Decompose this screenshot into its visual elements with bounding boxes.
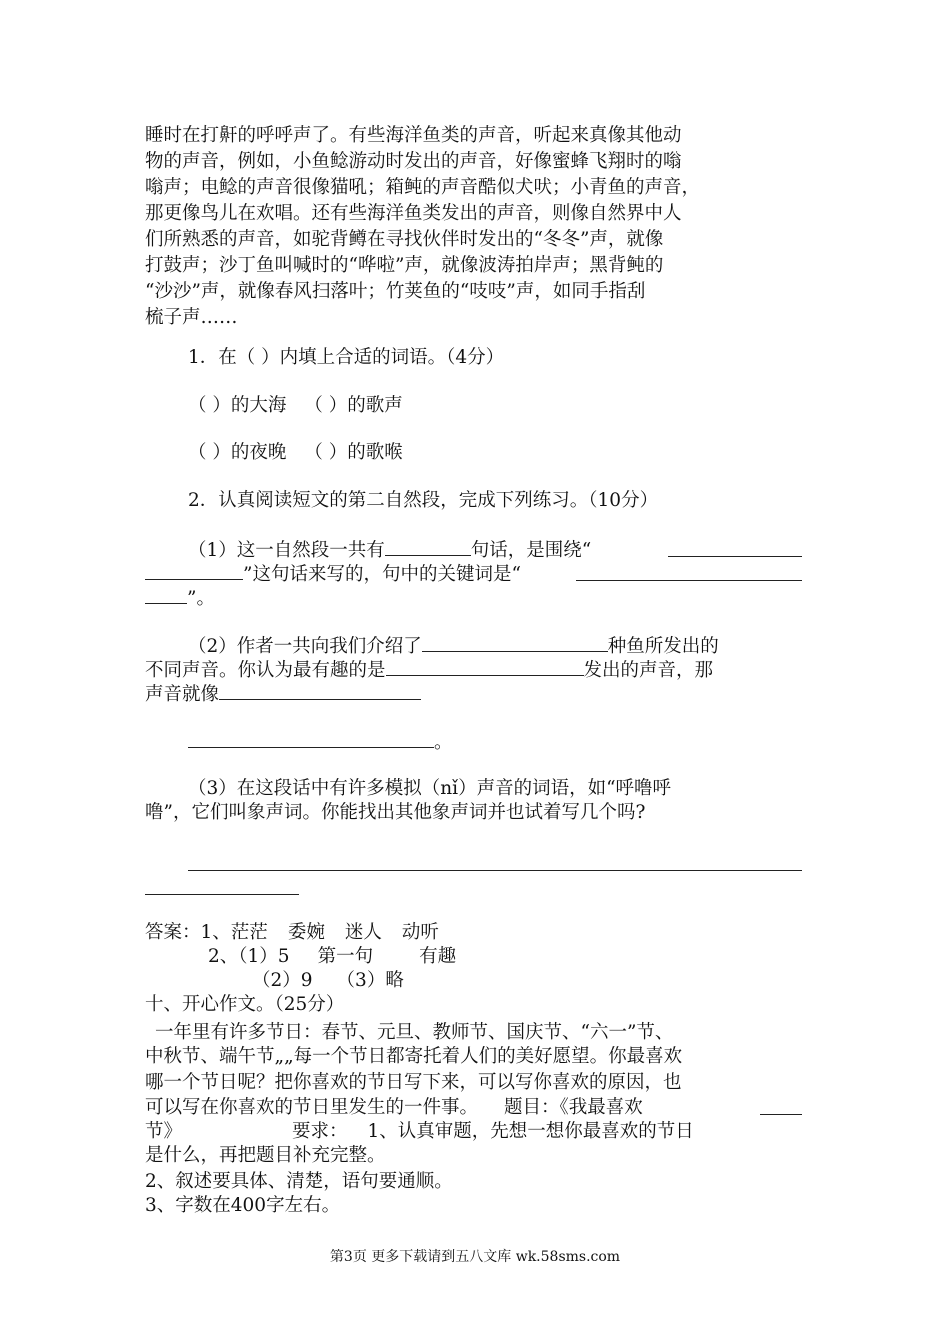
q1-fill-voice: （ ）的歌喉 — [304, 442, 403, 463]
essay-req-label: 要求： — [292, 1121, 348, 1142]
essay-text: 可以写在你喜欢的节日里发生的一件事。 — [145, 1097, 479, 1118]
answer-line-onomatopoeia-cont[interactable] — [145, 894, 299, 895]
answer-word: 迷人 — [344, 922, 382, 943]
q2-p2-text: 种鱼所发出的 — [607, 636, 719, 657]
answer-num: 2、 — [208, 946, 239, 967]
answer-item: 第一句 — [317, 946, 374, 967]
q2-p1-line2 — [145, 561, 521, 587]
answer-item: （2）9 — [252, 970, 313, 991]
q1-fill-night: （ ）的夜晚 — [188, 442, 287, 463]
answer-word: 茫茫 — [230, 922, 268, 943]
answer-line-onomatopoeia[interactable] — [188, 870, 802, 871]
essay-topic-label: 题目：《我最喜欢 — [504, 1097, 643, 1118]
q2-p1-text: （1）这一自然段一共有 — [188, 540, 385, 561]
q1-fill-sea: （ ）的大海 — [188, 395, 287, 416]
essay-text: 1、认真审题，先想一想你最喜欢的节日 — [367, 1121, 694, 1142]
q1-fill-song: （ ）的歌声 — [304, 395, 403, 416]
passage — [145, 123, 805, 331]
answer-blank-sentence-cont[interactable] — [145, 561, 243, 580]
answer-item: 有趣 — [419, 946, 457, 967]
passage-line: 那更像鸟儿在欢唱。还有些海洋鱼类发出的声音，则像自然界中人 — [145, 203, 682, 224]
q2-p1-text: ”这句话来写的，句中的关键词是“ — [243, 564, 521, 585]
q2-p2-line1 — [188, 633, 719, 659]
passage-line: “沙沙”声，就像春风扫落叶；竹荚鱼的“吱吱”声，如同手指刮 — [145, 281, 646, 302]
q2-p2-text: 声音就像 — [145, 684, 220, 705]
essay-title: 十、开心作文。（25分） — [145, 994, 345, 1015]
page-footer: 第3页 更多下载请到五八文库 wk.58sms.com — [329, 1249, 621, 1265]
answer-blank-fish-name[interactable] — [386, 657, 584, 676]
answer-blank-festival[interactable] — [760, 1114, 802, 1115]
q2-p2-text: 不同声音。你认为最有趣的是 — [145, 660, 386, 681]
essay-line-topic — [145, 1096, 643, 1120]
answer-blank-count[interactable] — [385, 537, 471, 556]
passage-line: 物的声音，例如，小鱼鲶游动时发出的声音，好像蜜蜂飞翔时的嗡 — [145, 151, 682, 172]
passage-line: 打鼓声；沙丁鱼叫喊时的“哗啦”声，就像波涛拍岸声；黑背鲀的 — [145, 255, 664, 276]
essay-line: 一年里有许多节日：春节、元旦、教师节、国庆节、“六一”节、 — [155, 1022, 674, 1043]
answer-label: 答案： — [145, 922, 201, 943]
passage-line: 睡时在打鼾的呼呼声了。有些海洋鱼类的声音，听起来真像其他动 — [145, 125, 682, 146]
q1-row2 — [188, 441, 403, 465]
answer-line-1 — [145, 921, 439, 945]
q2-p3-line2: 噜”，它们叫象声词。你能找出其他象声词并也试着写几个吗? — [145, 802, 646, 823]
answer-blank-keyword[interactable] — [576, 580, 802, 581]
answer-line-2 — [208, 945, 456, 969]
answer-blank-sound-like-cont[interactable] — [188, 729, 434, 748]
answer-blank-fish-count[interactable] — [422, 633, 608, 652]
answer-word: 委婉 — [287, 922, 325, 943]
q2-p2-line3 — [145, 681, 421, 707]
answer-blank-sentence[interactable] — [668, 556, 802, 557]
q1-title: 1．在（ ）内填上合适的词语。（4分） — [188, 347, 505, 368]
q2-p3-line1: （3）在这段话中有许多模拟（nǐ）声音的词语，如“呼噜呼 — [188, 778, 672, 799]
q1-row1 — [188, 394, 403, 418]
answer-blank-sound-like[interactable] — [219, 681, 421, 700]
q2-title: 2．认真阅读短文的第二自然段，完成下列练习。（10分） — [188, 490, 659, 511]
q2-p1-line1 — [188, 537, 591, 563]
q2-p2-line4 — [188, 729, 453, 755]
q2-p2-line2 — [145, 657, 713, 683]
q2-p2-text: 。 — [434, 732, 453, 753]
answer-word: 动听 — [401, 922, 439, 943]
essay-line: 3、字数在400字左右。 — [145, 1195, 341, 1216]
answer-blank-keyword-cont[interactable] — [145, 585, 187, 604]
passage-line: 嗡声；电鲶的声音很像猫吼；箱鲀的声音酷似犬吠；小青鱼的声音， — [145, 177, 701, 198]
q2-p1-text: 句话，是围绕“ — [470, 540, 592, 561]
essay-line: 是什么，再把题目补充完整。 — [145, 1145, 386, 1166]
passage-line: 梳子声…… — [145, 307, 238, 328]
q2-p1-line3 — [145, 585, 215, 611]
essay-line: 2、叙述要具体、清楚，语句要通顺。 — [145, 1171, 453, 1192]
q2-p2-text: 发出的声音，那 — [583, 660, 714, 681]
answer-num: 1、 — [200, 922, 231, 943]
answer-item: （1）5 — [238, 946, 290, 967]
q2-p2-text: （2）作者一共向我们介绍了 — [188, 636, 422, 657]
passage-line: 们所熟悉的声音，如驼背鳟在寻找伙伴时发出的“冬冬”声，就像 — [145, 229, 664, 250]
answer-item: （3）略 — [336, 970, 404, 991]
essay-text: 节》 — [145, 1121, 183, 1142]
essay-line: 哪一个节日呢？把你喜欢的节日写下来，可以写你喜欢的原因，也 — [145, 1072, 682, 1093]
essay-line: 中秋节、端午节„„每一个节日都寄托着人们的美好愿望。你最喜欢 — [145, 1046, 683, 1067]
q2-p1-text: ”。 — [187, 588, 215, 609]
essay-line-requirements — [145, 1120, 694, 1144]
answer-line-3 — [252, 969, 404, 993]
